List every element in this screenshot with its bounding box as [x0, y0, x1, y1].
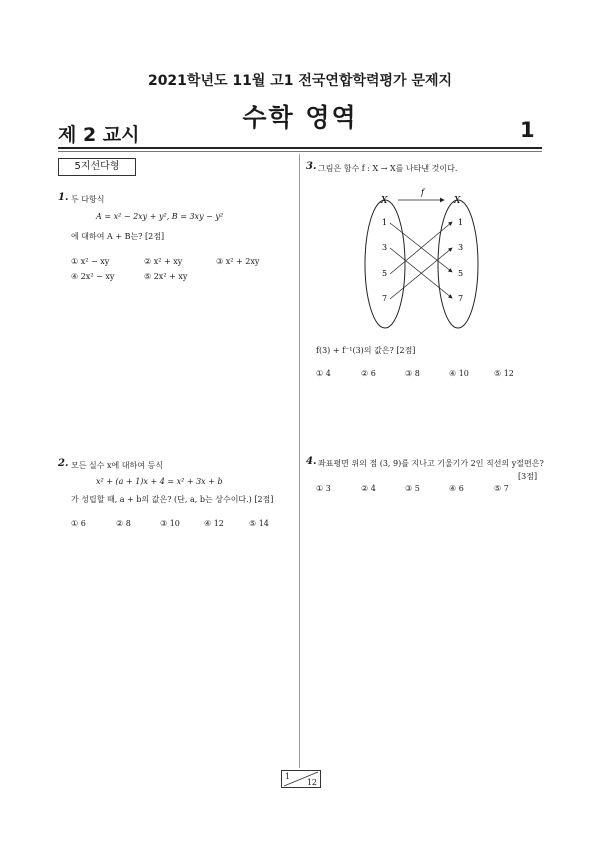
- current-page: 1: [285, 772, 291, 781]
- question-3-choice-4[interactable]: ④ 10: [449, 369, 469, 378]
- question-3-prompt: f(3) + f⁻¹(3)의 값은? [2점]: [316, 346, 416, 355]
- codomain-element-7: 7: [458, 294, 464, 303]
- function-label: f: [421, 188, 424, 197]
- page-number: 1: [520, 118, 535, 142]
- question-2-choice-5[interactable]: ⑤ 14: [249, 519, 269, 528]
- question-type-label: 5지선다형: [58, 158, 136, 176]
- question-4-choice-2[interactable]: ② 4: [361, 484, 376, 493]
- codomain-element-1: 1: [458, 218, 464, 227]
- question-2-choice-4[interactable]: ④ 12: [204, 519, 224, 528]
- mapping-arrow-5-to-1: [390, 222, 452, 274]
- question-2-choice-3[interactable]: ③ 10: [160, 519, 180, 528]
- question-3-choice-3[interactable]: ③ 8: [405, 369, 420, 378]
- question-1-number: 1.: [58, 192, 69, 203]
- question-1-formula: A = x² − 2xy + y², B = 3xy − y²: [96, 212, 224, 221]
- question-4-choice-4[interactable]: ④ 6: [449, 484, 464, 493]
- column-divider: [299, 154, 300, 768]
- domain-label: X: [381, 196, 388, 206]
- question-2-choice-2[interactable]: ② 8: [116, 519, 131, 528]
- mapping-arrow-1-to-5: [390, 223, 452, 272]
- domain-element-3: 3: [382, 243, 388, 252]
- codomain-element-5: 5: [458, 269, 464, 278]
- codomain-element-3: 3: [458, 243, 464, 252]
- question-3-number: 3.: [306, 161, 317, 172]
- domain-element-1: 1: [382, 218, 388, 227]
- question-1-choice-3[interactable]: ③ x² + 2xy: [216, 257, 260, 266]
- header-rule: [58, 147, 542, 149]
- question-1-text: 두 다항식: [71, 195, 105, 204]
- question-4-choice-5[interactable]: ⑤ 7: [494, 484, 509, 493]
- question-2-prompt: 가 성립할 때, a + b의 값은? (단, a, b는 상수이다.) [2점]: [71, 495, 274, 504]
- exam-title: 2021학년도 11월 고1 전국연합학력평가 문제지: [147, 73, 453, 89]
- question-1-choice-5[interactable]: ⑤ 2x² + xy: [144, 272, 188, 281]
- question-3-text: 그림은 함수 f : X → X를 나타낸 것이다.: [318, 164, 458, 173]
- page-counter: [281, 770, 321, 788]
- question-2-choice-1[interactable]: ① 6: [71, 519, 86, 528]
- question-4-text: 좌표평면 위의 점 (3, 9)를 지나고 기울기가 2인 직선의 y절편은?: [318, 459, 544, 468]
- question-1-prompt: 에 대하여 A + B는? [2점]: [71, 232, 165, 241]
- question-1-choice-4[interactable]: ④ 2x² − xy: [71, 272, 115, 281]
- function-mapping-diagram: [340, 186, 500, 332]
- question-1-choice-2[interactable]: ② x² + xy: [144, 257, 183, 266]
- total-pages: 12: [306, 778, 317, 787]
- session-label: 제 2 교시: [58, 124, 140, 146]
- question-4-choice-1[interactable]: ① 3: [316, 484, 331, 493]
- question-3-choice-2[interactable]: ② 6: [361, 369, 376, 378]
- codomain-label: X: [454, 196, 461, 206]
- question-2-formula: x² + (a + 1)x + 4 = x² + 3x + b: [96, 477, 223, 486]
- question-1-choice-1[interactable]: ① x² − xy: [71, 257, 110, 266]
- question-2-text: 모든 실수 x에 대하여 등식: [71, 461, 163, 470]
- subject-title: 수학 영역: [242, 103, 358, 132]
- question-4-choice-3[interactable]: ③ 5: [405, 484, 420, 493]
- header-rule-thin: [58, 151, 542, 152]
- question-3-choice-1[interactable]: ① 4: [316, 369, 331, 378]
- question-2-number: 2.: [58, 458, 69, 469]
- question-3-choice-5[interactable]: ⑤ 12: [494, 369, 514, 378]
- question-4-points: [3점]: [518, 472, 538, 481]
- domain-element-5: 5: [382, 269, 388, 278]
- question-4-number: 4.: [306, 456, 317, 467]
- domain-element-7: 7: [382, 294, 388, 303]
